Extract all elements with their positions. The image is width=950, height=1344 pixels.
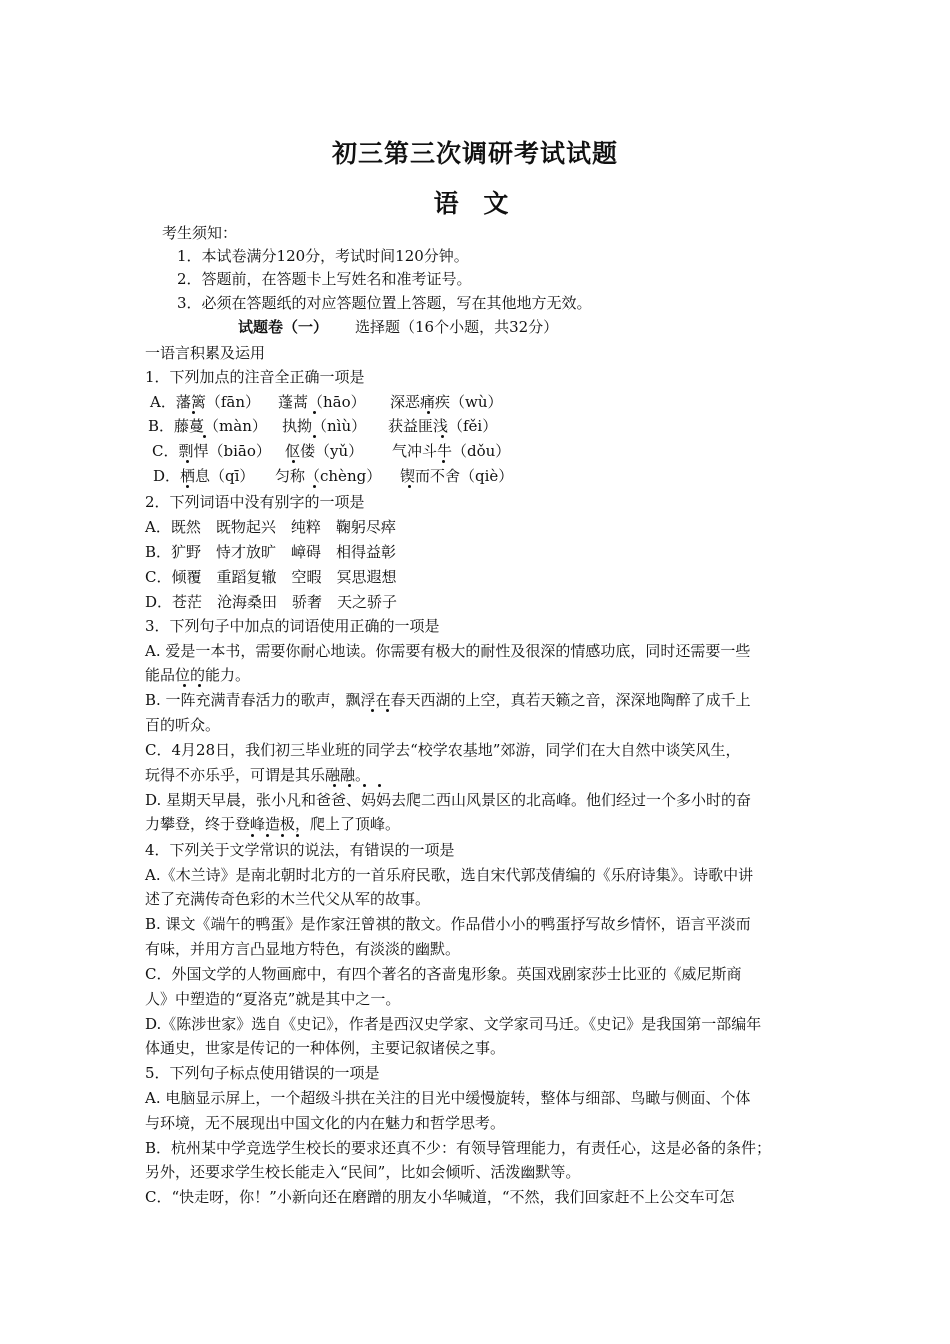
- option-a: A. 爱是一本书，需要你耐心地读。你需要有极大的耐性及很深的情感功底，同时还需要一些: [145, 642, 751, 660]
- option-a-2: 蓬蒿（hāo）: [278, 393, 366, 411]
- option-b-2: 执拗（nìù）: [282, 417, 367, 435]
- option-b-cont: 另外，还要求学生校长能走入“民间”，比如会倾听、活泼幽默等。: [145, 1163, 581, 1181]
- emphasis-dot: [313, 411, 316, 414]
- emphasis-dot: [198, 684, 201, 687]
- option-a: A．既然 既物起兴 纯粹 鞠躬尽瘁: [145, 518, 396, 536]
- option-c: C．“快走呀，你！”小新向还在磨蹭的朋友小华喊道，“不然，我们回家赶不上公交车可怎: [145, 1188, 735, 1206]
- option-c: C．外国文学的人物画廊中，有四个著名的吝啬鬼形象。英国戏剧家莎士比亚的《威尼斯商: [145, 965, 742, 983]
- option-a-3: 深恶痛疾（wù）: [390, 393, 503, 411]
- option-d: D.《陈涉世家》选自《史记》，作者是西汉史学家、文学家司马迁。《史记》是我国第一部编年: [145, 1015, 762, 1033]
- option-b: B．杭州某中学竞选学生校长的要求还真不少：有领导管理能力，有责任心，这是必备的条件；: [145, 1139, 772, 1157]
- emphasis-dot: [313, 485, 316, 488]
- part-heading: 一语言积累及运用: [145, 344, 266, 362]
- option-d-2: 匀称（chèng）: [275, 467, 382, 485]
- option-d: D．苍茫 沧海桑田 骄奢 天之骄子: [145, 593, 398, 611]
- emphasis-dot: [427, 411, 430, 414]
- question-stem: 2．下列词语中没有别字的一项是: [145, 493, 365, 511]
- question-stem: 4．下列关于文学常识的说法，有错误的一项是: [145, 841, 455, 859]
- notice-item: 2．答题前，在答题卡上写姓名和准考证号。: [177, 270, 472, 288]
- emphasis-dot: [203, 435, 206, 438]
- option-c: C．倾覆 重蹈复辙 空暇 冥思遐想: [145, 568, 397, 586]
- option-b: B. 一阵充满青春活力的歌声，飘浮在春天西湖的上空，真若天籁之音，深深地陶醉了成千上: [145, 691, 751, 709]
- emphasis-dot: [186, 485, 189, 488]
- notice-item: 1．本试卷满分120分，考试时间120分钟。: [177, 247, 469, 265]
- option-d-1: D．栖息（qī）: [153, 467, 255, 485]
- option-c-cont: 玩得不亦乐乎，可谓是其乐融融。: [145, 766, 371, 784]
- option-d-cont: 体通史，世家是传记的一种体例，主要记叙诸侯之事。: [145, 1039, 506, 1057]
- emphasis-dot: [378, 784, 381, 787]
- exam-title: 初三第三次调研考试试题: [331, 139, 618, 168]
- section-label: 试题卷（一）: [238, 318, 329, 336]
- option-b-cont: 百的听众。: [145, 716, 221, 734]
- emphasis-dot: [281, 834, 284, 837]
- option-a-1: A．藩篱（fān）: [150, 393, 260, 411]
- option-a: A. 电脑显示屏上，一个超级斗拱在关注的目光中缓慢旋转，整体与细部、鸟瞰与侧面、个体: [145, 1089, 751, 1107]
- emphasis-dot: [371, 709, 374, 712]
- option-c-cont: 人》中塑造的“夏洛克”就是其中之一。: [145, 990, 401, 1008]
- option-d-3: 锲而不舍（qiè）: [400, 467, 514, 485]
- option-c-1: C．剽悍（biāo）: [152, 442, 271, 460]
- emphasis-dot: [266, 834, 269, 837]
- option-c-2: 伛偻（yǔ）: [285, 442, 364, 460]
- option-a-cont: 能品位的能力。: [145, 666, 251, 684]
- emphasis-dot: [313, 435, 316, 438]
- emphasis-dot: [441, 435, 444, 438]
- option-b-cont: 有味，并用方言凸显地方特色，有淡淡的幽默。: [145, 940, 461, 958]
- question-stem: 3．下列句子中加点的词语使用正确的一项是: [145, 617, 440, 635]
- emphasis-dot: [186, 460, 189, 463]
- option-d-cont: 力攀登，终于登峰造极，爬上了顶峰。: [145, 815, 401, 833]
- emphasis-dot: [408, 485, 411, 488]
- emphasis-dot: [192, 411, 195, 414]
- question-stem: 1．下列加点的注音全正确一项是: [145, 368, 365, 386]
- option-d: D. 星期天早晨，张小凡和爸爸、妈妈去爬二西山风景区的北高峰。他们经过一个多小时的奋: [145, 791, 752, 809]
- notice-heading: 考生须知：: [162, 224, 238, 242]
- emphasis-dot: [363, 784, 366, 787]
- emphasis-dot: [333, 784, 336, 787]
- emphasis-dot: [183, 684, 186, 687]
- option-c-3: 气冲斗牛（dǒu）: [392, 442, 511, 460]
- section-desc: 选择题（16个小题，共32分）: [355, 318, 559, 336]
- emphasis-dot: [386, 709, 389, 712]
- option-b-1: B．藤蔓（màn）: [148, 417, 267, 435]
- option-b-3: 获益匪浅（fěi）: [388, 417, 498, 435]
- question-stem: 5．下列句子标点使用错误的一项是: [145, 1064, 380, 1082]
- option-a-cont: 述了充满传奇色彩的木兰代父从军的故事。: [145, 890, 431, 908]
- emphasis-dot: [348, 784, 351, 787]
- emphasis-dot: [442, 460, 445, 463]
- option-c: C．4月28日，我们初三毕业班的同学去“校学农基地”郊游，同学们在大自然中谈笑风生，: [145, 741, 741, 759]
- emphasis-dot: [296, 834, 299, 837]
- option-b: B．犷野 恃才放旷 嶂碍 相得益彰: [145, 543, 397, 561]
- option-a-cont: 与环境，无不展现出中国文化的内在魅力和哲学思考。: [145, 1114, 506, 1132]
- option-b: B. 课文《端午的鸭蛋》是作家汪曾祺的散文。作品借小小的鸭蛋抒写故乡情怀，语言平淡而: [145, 915, 751, 933]
- option-a: A.《木兰诗》是南北朝时北方的一首乐府民歌，选自宋代郭茂倩编的《乐府诗集》。诗歌中讲: [145, 866, 754, 884]
- emphasis-dot: [292, 460, 295, 463]
- emphasis-dot: [251, 834, 254, 837]
- notice-item: 3．必须在答题纸的对应答题位置上答题，写在其他地方无效。: [177, 294, 592, 312]
- subject-title: 语 文: [433, 189, 517, 218]
